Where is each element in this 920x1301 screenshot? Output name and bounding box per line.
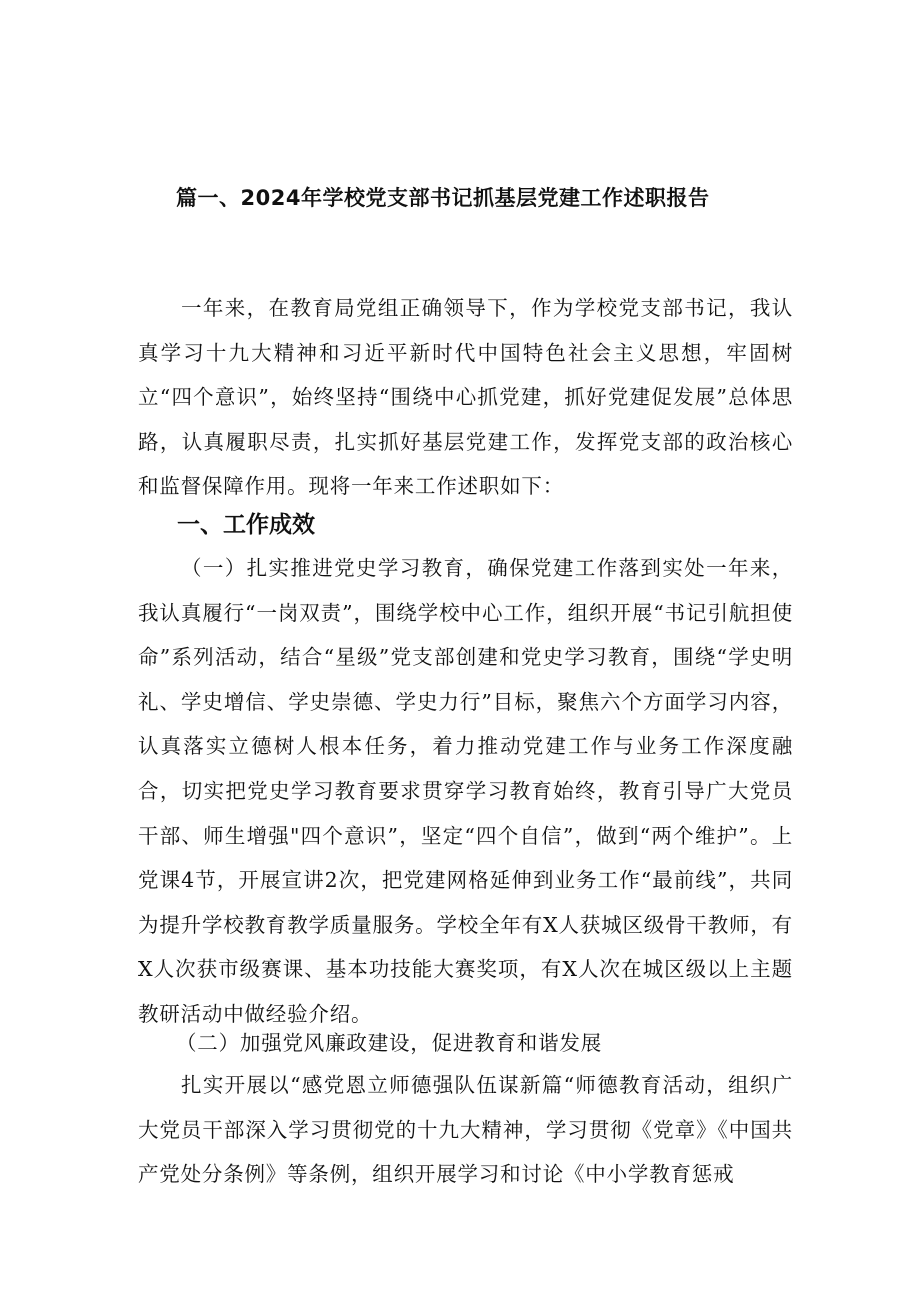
section-heading-achievements: 一、工作成效 (177, 512, 315, 538)
document-title: 篇一、2024年学校党支部书记抓基层党建工作述职报告 (176, 186, 710, 210)
item-two-heading: （二）加强党风廉政建设，促进教育和谐发展 (176, 1031, 602, 1055)
item-two-paragraph: 扎实开展以“感党恩立师德强队伍谋新篇“师德教育活动，组织广大党员干部深入学习贯彻党的十九大精神，学习贯彻《党章》《中国共产党处分条例》等条例，组织开展学习和讨论《中小学教育惩戒 (138, 1073, 793, 1187)
intro-paragraph: 一年来，在教育局党组正确领导下，作为学校党支部书记，我认真学习十九大精神和习近平新时代中国特色社会主义思想，牢固树立“四个意识”，始终坚持“围绕中心抓党建，抓好党建促发展”总体思路，认真履职尽责，扎实抓好基层党建工作，发挥党支部的政治核心和监督保障作用。现将一年来工作述职如下： (138, 296, 793, 499)
item-one-paragraph: （一）扎实推进党史学习教育，确保党建工作落到实处一年来，我认真履行“一岗双责”，围绕学校中心工作，组织开展“书记引航担使命”系列活动，结合“星级”党支部创建和党史学习教育，围绕“学史明礼、学史增信、学史崇德、学史力行”目标，聚焦六个方面学习内容，认真落实立德树人根本任务，着力推动党建工作与业务工作深度融合，切实把党史学习教育要求贯穿学习教育始终，教育引导广大党员干部、师生增强"四个意识”，坚定“四个自信”，做到“两个维护”。上党课4节，开展宣讲2次，把党建网格延伸到业务工作“最前线”，共同为提升学校教育教学质量服务。学校全年有X人获城区级骨干教师，有X人次获市级赛课、基本功技能大赛奖项，有X人次在城区级以上主题教研活动中做经验介绍。 (138, 556, 793, 1026)
